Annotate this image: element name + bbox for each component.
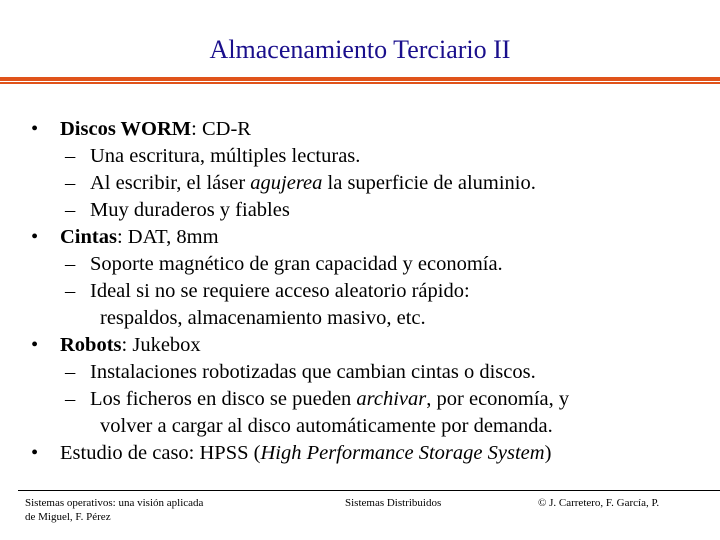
footer-center: Sistemas Distribuidos bbox=[345, 497, 442, 509]
sub-bullet-text: Soporte magnético de gran capacidad y economía. bbox=[90, 253, 503, 275]
bullet-heading: Robots bbox=[60, 334, 122, 356]
dash-icon: – bbox=[65, 388, 76, 410]
dash-icon: – bbox=[65, 172, 76, 194]
sub-bullet bbox=[0, 197, 720, 224]
dash-icon: – bbox=[65, 145, 76, 167]
sub-bullet bbox=[0, 143, 720, 170]
bullet-text: : DAT, 8mm bbox=[116, 226, 219, 248]
footer-authors: de Miguel, F. Pérez bbox=[25, 511, 111, 523]
title-rule-thin bbox=[0, 82, 720, 84]
slide-body bbox=[0, 116, 720, 467]
sub-bullet-text: Muy duraderos y fiables bbox=[90, 199, 290, 221]
bullet-icon: • bbox=[31, 334, 39, 356]
bullet-icon: • bbox=[31, 226, 39, 248]
footer-book-title: Sistemas operativos: una visión aplicada bbox=[25, 497, 204, 509]
bullet-text: : CD-R bbox=[191, 118, 251, 140]
sub-bullet bbox=[0, 170, 720, 197]
emphasis-text: agujerea bbox=[250, 172, 323, 194]
emphasis-text: archivar bbox=[356, 388, 427, 410]
dash-icon: – bbox=[65, 280, 76, 302]
footer-left bbox=[25, 496, 255, 524]
sub-bullet-text: , por economía, y bbox=[426, 388, 570, 410]
bullet-worm bbox=[0, 116, 720, 143]
dash-icon: – bbox=[65, 361, 76, 383]
sub-bullet-text: Instalaciones robotizadas que cambian cintas o discos. bbox=[90, 361, 536, 383]
sub-bullet bbox=[0, 359, 720, 386]
sub-bullet-continuation: volver a cargar al disco automáticamente por demanda. bbox=[100, 415, 553, 437]
footer-rule bbox=[18, 490, 720, 491]
emphasis-text: High Performance Storage System bbox=[260, 442, 545, 464]
sub-bullet-text: la superficie de aluminio. bbox=[322, 172, 536, 194]
sub-bullet bbox=[0, 386, 720, 413]
slide-title: Almacenamiento Terciario II bbox=[209, 35, 511, 64]
sub-bullet-continuation: respaldos, almacenamiento masivo, etc. bbox=[100, 307, 426, 329]
sub-bullet-text: Al escribir, el láser bbox=[90, 172, 251, 194]
footer-copyright: © J. Carretero, F. García, P. bbox=[538, 497, 660, 509]
bullet-icon: • bbox=[31, 118, 39, 140]
sub-bullet-text: Los ficheros en disco se pueden bbox=[90, 388, 357, 410]
sub-bullet bbox=[0, 278, 720, 305]
sub-bullet-text: Una escritura, múltiples lecturas. bbox=[90, 145, 361, 167]
bullet-heading: Cintas bbox=[60, 226, 117, 248]
bullet-text: Estudio de caso: HPSS ( bbox=[60, 442, 261, 464]
dash-icon: – bbox=[65, 199, 76, 221]
bullet-cintas bbox=[0, 224, 720, 251]
sub-bullet bbox=[0, 251, 720, 278]
title-rule-thick bbox=[0, 77, 720, 81]
sub-bullet-text: Ideal si no se requiere acceso aleatorio rápido: bbox=[90, 280, 470, 302]
bullet-text: ) bbox=[544, 442, 552, 464]
dash-icon: – bbox=[65, 253, 76, 275]
bullet-icon: • bbox=[31, 442, 39, 464]
bullet-text: : Jukebox bbox=[121, 334, 201, 356]
bullet-heading: Discos WORM bbox=[60, 118, 192, 140]
bullet-robots bbox=[0, 332, 720, 359]
bullet-hpss bbox=[0, 440, 720, 467]
